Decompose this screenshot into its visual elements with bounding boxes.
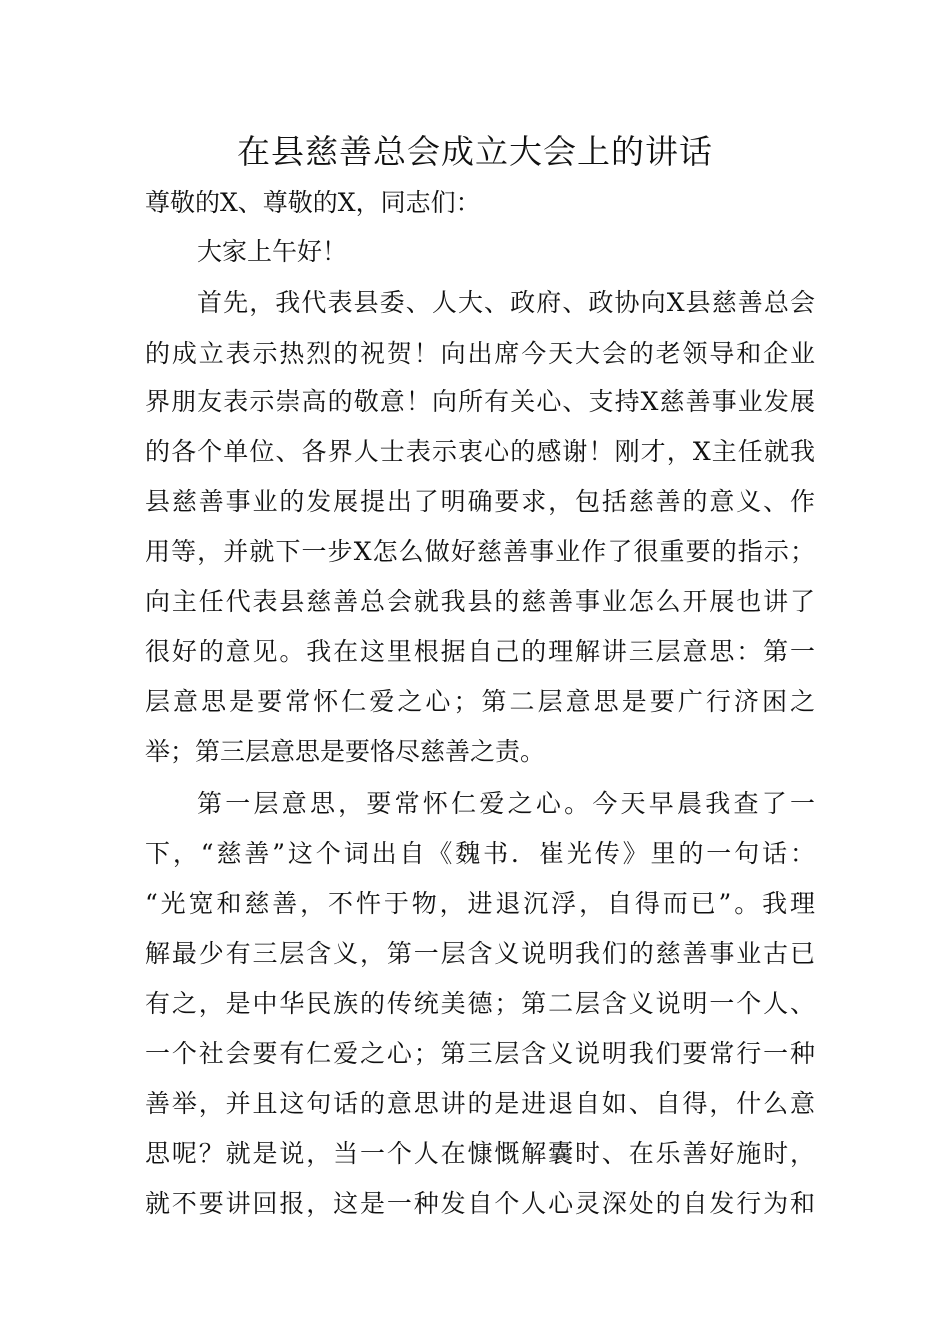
paragraph-line: 的成立表示热烈的祝贺！向出席今天大会的老领导和企业 bbox=[145, 339, 815, 368]
paragraph-line: 向主任代表县慈善总会就我县的慈善事业怎么开展也讲了 bbox=[145, 587, 815, 616]
paragraph-line: 很好的意见。我在这里根据自己的理解讲三层意思：第一 bbox=[145, 637, 815, 666]
paragraph-line: 的各个单位、各界人士表示衷心的感谢！刚才，X主任就我 bbox=[145, 437, 815, 466]
paragraph-line: 举；第三层意思是要恪尽慈善之责。 bbox=[145, 737, 546, 766]
paragraph-line: 就不要讲回报，这是一种发自个人心灵深处的自发行为和 bbox=[145, 1189, 815, 1218]
paragraph-line: “光宽和慈善，不忤于物，进退沉浮，自得而已”。我理 bbox=[145, 889, 815, 918]
document-title: 在县慈善总会成立大会上的讲话 bbox=[237, 132, 713, 171]
paragraph-line: 界朋友表示崇高的敬意！向所有关心、支持X慈善事业发展 bbox=[145, 387, 815, 416]
paragraph-line: 县慈善事业的发展提出了明确要求，包括慈善的意义、作 bbox=[145, 487, 815, 516]
greeting: 大家上午好！ bbox=[197, 237, 348, 266]
paragraph-line: 有之，是中华民族的传统美德；第二层含义说明一个人、 bbox=[145, 989, 815, 1018]
paragraph-line: 思呢？就是说，当一个人在慷慨解囊时、在乐善好施时， bbox=[145, 1139, 815, 1168]
salutation: 尊敬的X、尊敬的X，同志们： bbox=[145, 188, 481, 217]
paragraph-line: 解最少有三层含义，第一层含义说明我们的慈善事业古已 bbox=[145, 939, 815, 968]
paragraph-line: 一个社会要有仁爱之心；第三层含义说明我们要常行一种 bbox=[145, 1039, 815, 1068]
paragraph-line: 用等，并就下一步X怎么做好慈善事业作了很重要的指示； bbox=[145, 537, 815, 566]
paragraph-line: 首先，我代表县委、人大、政府、政协向X县慈善总会 bbox=[197, 288, 815, 317]
paragraph-line: 善举，并且这句话的意思讲的是进退自如、自得，什么意 bbox=[145, 1089, 815, 1118]
paragraph-line: 层意思是要常怀仁爱之心；第二层意思是要广行济困之 bbox=[145, 687, 815, 716]
paragraph-line: 第一层意思，要常怀仁爱之心。今天早晨我查了一 bbox=[197, 789, 815, 818]
paragraph-line: 下，“慈善”这个词出自《魏书．崔光传》里的一句话： bbox=[145, 839, 815, 868]
